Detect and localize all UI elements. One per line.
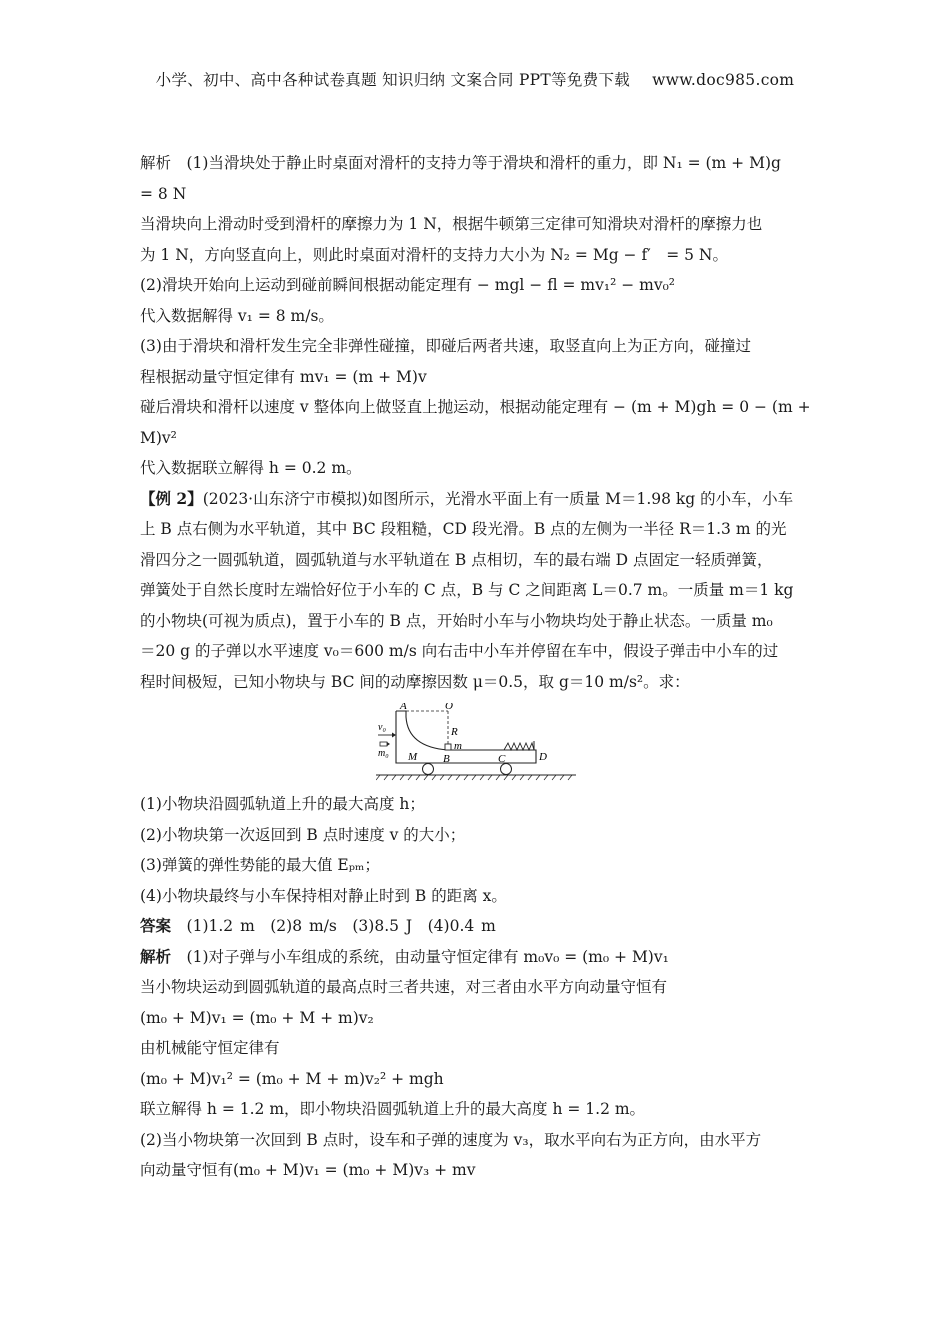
- prev-line-5: (2)滑块开始向上运动到碰前瞬间根据动能定理有 − mgl − fl = mv₁² − mv₀²: [140, 276, 676, 294]
- label-B: B: [443, 753, 450, 765]
- bullet: [380, 742, 387, 746]
- prev-line-3: 当滑块向上滑动时受到滑杆的摩擦力为 1 N，根据牛顿第三定律可知滑块对滑杆的摩擦力也: [140, 215, 763, 233]
- prev-line-1: 解析 (1)当滑块处于静止时桌面对滑杆的支持力等于滑块和滑杆的重力，即 N₁ = (m + M)g: [140, 154, 781, 172]
- wheel-left: [423, 764, 434, 775]
- prev-line-7: (3)由于滑块和滑杆发生完全非弹性碰撞，即碰后两者共速，取竖直向上为正方向，碰撞过: [140, 337, 751, 355]
- header-text: 小学、初中、高中各种试卷真题 知识归纳 文案合同 PPT等免费下载: [155, 71, 631, 89]
- bullet-tip: [387, 742, 390, 746]
- answer-text: (1)1.2 m (2)8 m/s (3)8.5 J (4)0.4 m: [186, 917, 496, 935]
- label-O: O: [445, 703, 453, 712]
- spring: [504, 743, 534, 750]
- example-line-6: ＝20 g 的子弹以水平速度 v₀＝600 m/s 向右击中小车并停留在车中，假设子弹击中小车的过: [140, 642, 779, 660]
- example-label: 【例 2】: [140, 488, 203, 508]
- document-body: [140, 148, 812, 1186]
- prev-line-8: 程根据动量守恒定律有 mv₁ = (m + M)v: [140, 367, 427, 386]
- page-header: [0, 68, 950, 90]
- prev-line-10: M)v²: [140, 428, 177, 447]
- cart-diagram: [140, 703, 812, 781]
- example-text-1: (2023·山东济宁市模拟)如图所示，光滑水平面上有一质量 M＝1.98 kg 的小车，小车: [202, 489, 794, 508]
- label-m0: m₀: [378, 748, 389, 759]
- example-line-2: 上 B 点右侧为水平轨道，其中 BC 段粗糙，CD 段光滑。B 点的左侧为一半径 R＝1.3 m 的光: [140, 520, 787, 538]
- question-1: (1)小物块沿圆弧轨道上升的最大高度 h；: [140, 795, 425, 813]
- example-line-4: 弹簧处于自然长度时左端恰好位于小车的 C 点，B 与 C 之间距离 L＝0.7 m。一质量 m＝1 kg: [140, 581, 794, 599]
- analysis-line-6: 联立解得 h = 1.2 m，即小物块沿圆弧轨道上升的最大高度 h = 1.2 m。: [140, 1100, 646, 1118]
- label-C: C: [498, 753, 506, 765]
- label-A: A: [400, 703, 407, 712]
- velocity-arrowhead: [392, 733, 396, 738]
- question-4: (4)小物块最终与小车保持相对静止时到 B 的距离 x。: [140, 886, 507, 905]
- analysis-line-4: 由机械能守恒定律有: [140, 1039, 280, 1057]
- prev-line-9: 碰后滑块和滑杆以速度 v 整体向上做竖直上抛运动，根据动能定理有 − (m + M)gh = 0 − (m +: [140, 398, 811, 416]
- analysis-text-1: (1)对子弹与小车组成的系统，由动量守恒定律有 m₀v₀ = (m₀ + M)v₁: [186, 947, 669, 966]
- answer-line: [140, 911, 812, 942]
- analysis-line-1: [140, 942, 812, 973]
- example-line-1: [140, 484, 812, 515]
- arc-track: [396, 711, 448, 750]
- prev-line-2: = 8 N: [140, 184, 187, 203]
- block-m: [445, 744, 451, 750]
- analysis-line-3: (m₀ + M)v₁ = (m₀ + M + m)v₂: [140, 1008, 374, 1027]
- answer-label: 答案: [140, 916, 172, 935]
- prev-line-11: 代入数据联立解得 h = 0.2 m。: [140, 459, 362, 477]
- label-M: M: [408, 751, 418, 763]
- analysis-line-8: 向动量守恒有(m₀ + M)v₁ = (m₀ + M)v₃ + mv: [140, 1161, 476, 1179]
- example-line-7: 程时间极短，已知小物块与 BC 间的动摩擦因数 μ＝0.5，取 g＝10 m/s²。求：: [140, 672, 690, 691]
- label-v0: v₀: [378, 722, 386, 733]
- prev-line-6: 代入数据解得 v₁ = 8 m/s。: [140, 306, 334, 325]
- example-line-5: 的小物块(可视为质点)，置于小车的 B 点，开始时小车与小物块均处于静止状态。一质量 m₀: [140, 611, 773, 630]
- analysis-line-2: 当小物块运动到圆弧轨道的最高点时三者共速，对三者由水平方向动量守恒有: [140, 978, 668, 996]
- cart-diagram-svg: [376, 703, 576, 781]
- question-3: (3)弹簧的弹性势能的最大值 Eₚₘ；: [140, 856, 380, 874]
- label-R: R: [451, 726, 458, 738]
- ground-hatch: [376, 775, 572, 780]
- header-site: www.doc985.com: [652, 71, 795, 89]
- example-line-3: 滑四分之一圆弧轨道，圆弧轨道与水平轨道在 B 点相切，车的最右端 D 点固定一轻质弹簧，: [140, 550, 773, 569]
- analysis-label: 解析: [140, 946, 172, 966]
- label-D: D: [539, 751, 547, 763]
- analysis-line-7: (2)当小物块第一次回到 B 点时，设车和子弹的速度为 v₃，取水平向右为正方向，由水平方: [140, 1130, 762, 1149]
- question-2: (2)小物块第一次返回到 B 点时速度 v 的大小；: [140, 825, 466, 844]
- analysis-line-5: (m₀ + M)v₁² = (m₀ + M + m)v₂² + mgh: [140, 1069, 444, 1088]
- prev-line-4: 为 1 N，方向竖直向上，则此时桌面对滑杆的支持力大小为 N₂ = Mg − f′ = 5 N。: [140, 245, 728, 264]
- wheel-right: [501, 764, 512, 775]
- label-m: m: [454, 740, 462, 752]
